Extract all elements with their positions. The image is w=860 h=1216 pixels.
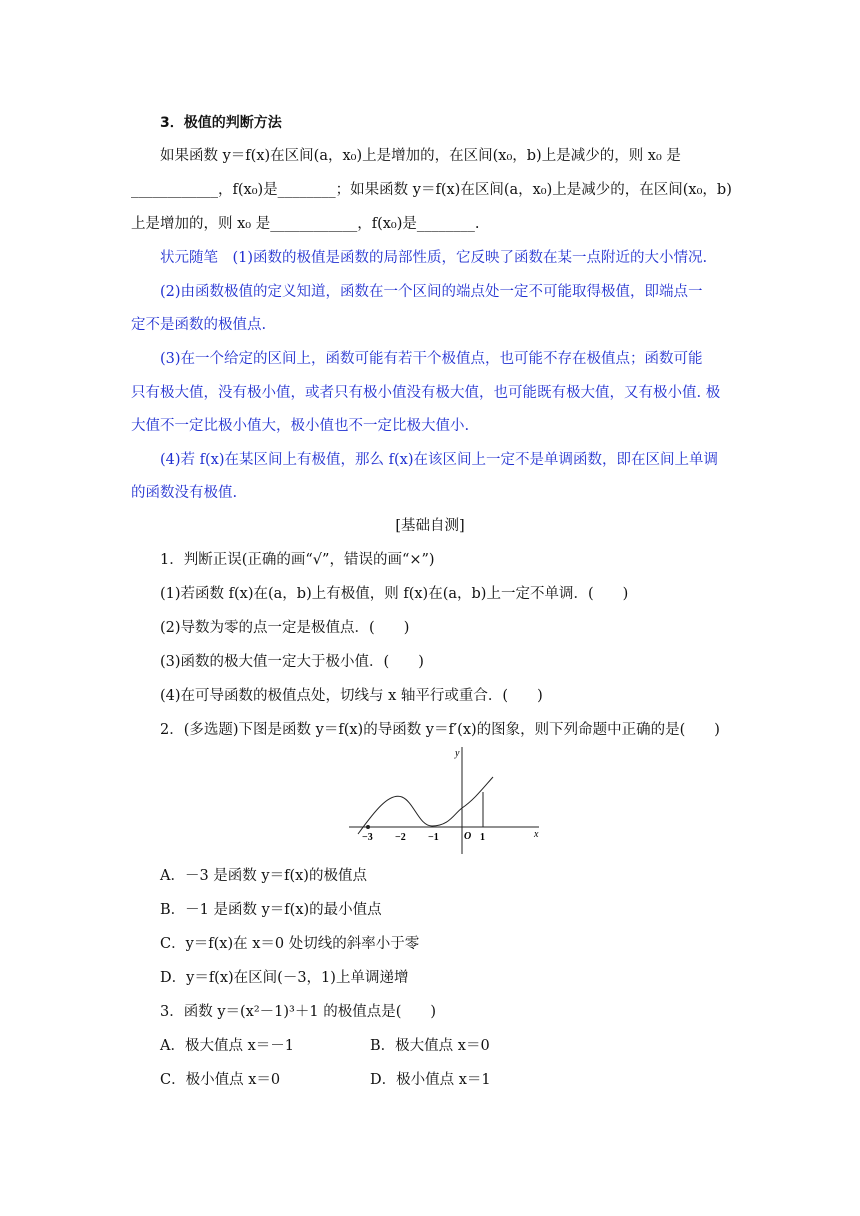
tick-label: 1	[480, 832, 485, 843]
option-c: C．极小值点 x＝0	[160, 1072, 281, 1088]
note-line: 大值不一定比极小值大，极小值也不一定比极大值小.	[131, 418, 470, 434]
option-b: B．－1 是函数 y＝f(x)的最小值点	[160, 902, 382, 918]
note-line: (2)由函数极值的定义知道，函数在一个区间的端点处一定不可能取得极值，即端点一	[160, 284, 703, 300]
note-line: 只有极大值，没有极小值，或者只有极小值没有极大值，也可能既有极大值，又有极小值. 极	[131, 385, 721, 401]
option-a: A．－3 是函数 y＝f(x)的极值点	[160, 868, 367, 884]
section-title: [基础自测]	[395, 518, 465, 534]
option-b: B．极大值点 x＝0	[370, 1038, 490, 1054]
note-line: 的函数没有极值.	[131, 485, 238, 501]
paragraph-line: 上是增加的，则 x₀ 是____________，f(x₀)是________.	[131, 216, 480, 232]
question-2: 2．(多选题)下图是函数 y＝f(x)的导函数 y＝f′(x)的图象，则下列命题中正确的是( )	[160, 722, 720, 738]
question-1-item: (4)在可导函数的极值点处，切线与 x 轴平行或重合．( )	[160, 688, 543, 704]
option-a: A．极大值点 x＝－1	[160, 1038, 294, 1054]
option-c: C．y＝f(x)在 x＝0 处切线的斜率小于零	[160, 936, 420, 952]
y-axis-label: y	[455, 748, 460, 759]
point-marker	[366, 825, 370, 829]
tick-label: −3	[362, 832, 373, 843]
question-1: 1．判断正误(正确的画“√”，错误的画“×”)	[160, 552, 435, 568]
paragraph-line: ____________，f(x₀)是________；如果函数 y＝f(x)在区间(a，x₀)上是减少的，在区间(x₀，b)	[131, 182, 732, 198]
derivative-graph	[344, 742, 544, 861]
derivative-curve	[358, 777, 493, 834]
question-1-item: (2)导数为零的点一定是极值点．( )	[160, 620, 410, 636]
section-heading: 3．极值的判断方法	[160, 115, 282, 131]
tick-label: −2	[395, 832, 406, 843]
x-axis-label: x	[534, 829, 539, 840]
tick-label: −1	[428, 832, 439, 843]
question-1-item: (1)若函数 f(x)在(a，b)上有极值，则 f(x)在(a，b)上一定不单调．( )	[160, 586, 629, 602]
paragraph-line: 如果函数 y＝f(x)在区间(a，x₀)上是增加的，在区间(x₀，b)上是减少的，则 x₀ 是	[160, 148, 681, 164]
note-line: 定不是函数的极值点.	[131, 317, 267, 333]
option-d: D．极小值点 x＝1	[370, 1072, 491, 1088]
origin-label: O	[464, 831, 472, 842]
graph-svg	[344, 742, 544, 857]
option-d: D．y＝f(x)在区间(－3，1)上单调递增	[160, 970, 409, 986]
note-line: (3)在一个给定的区间上，函数可能有若干个极值点，也可能不存在极值点；函数可能	[160, 351, 703, 367]
note-line: 状元随笔 (1)函数的极值是函数的局部性质，它反映了函数在某一点附近的大小情况.	[160, 250, 708, 266]
question-3: 3．函数 y＝(x²－1)³＋1 的极值点是( )	[160, 1004, 437, 1020]
note-line: (4)若 f(x)在某区间上有极值，那么 f(x)在该区间上一定不是单调函数，即在区间上单调	[160, 452, 718, 468]
question-1-item: (3)函数的极大值一定大于极小值．( )	[160, 654, 424, 670]
